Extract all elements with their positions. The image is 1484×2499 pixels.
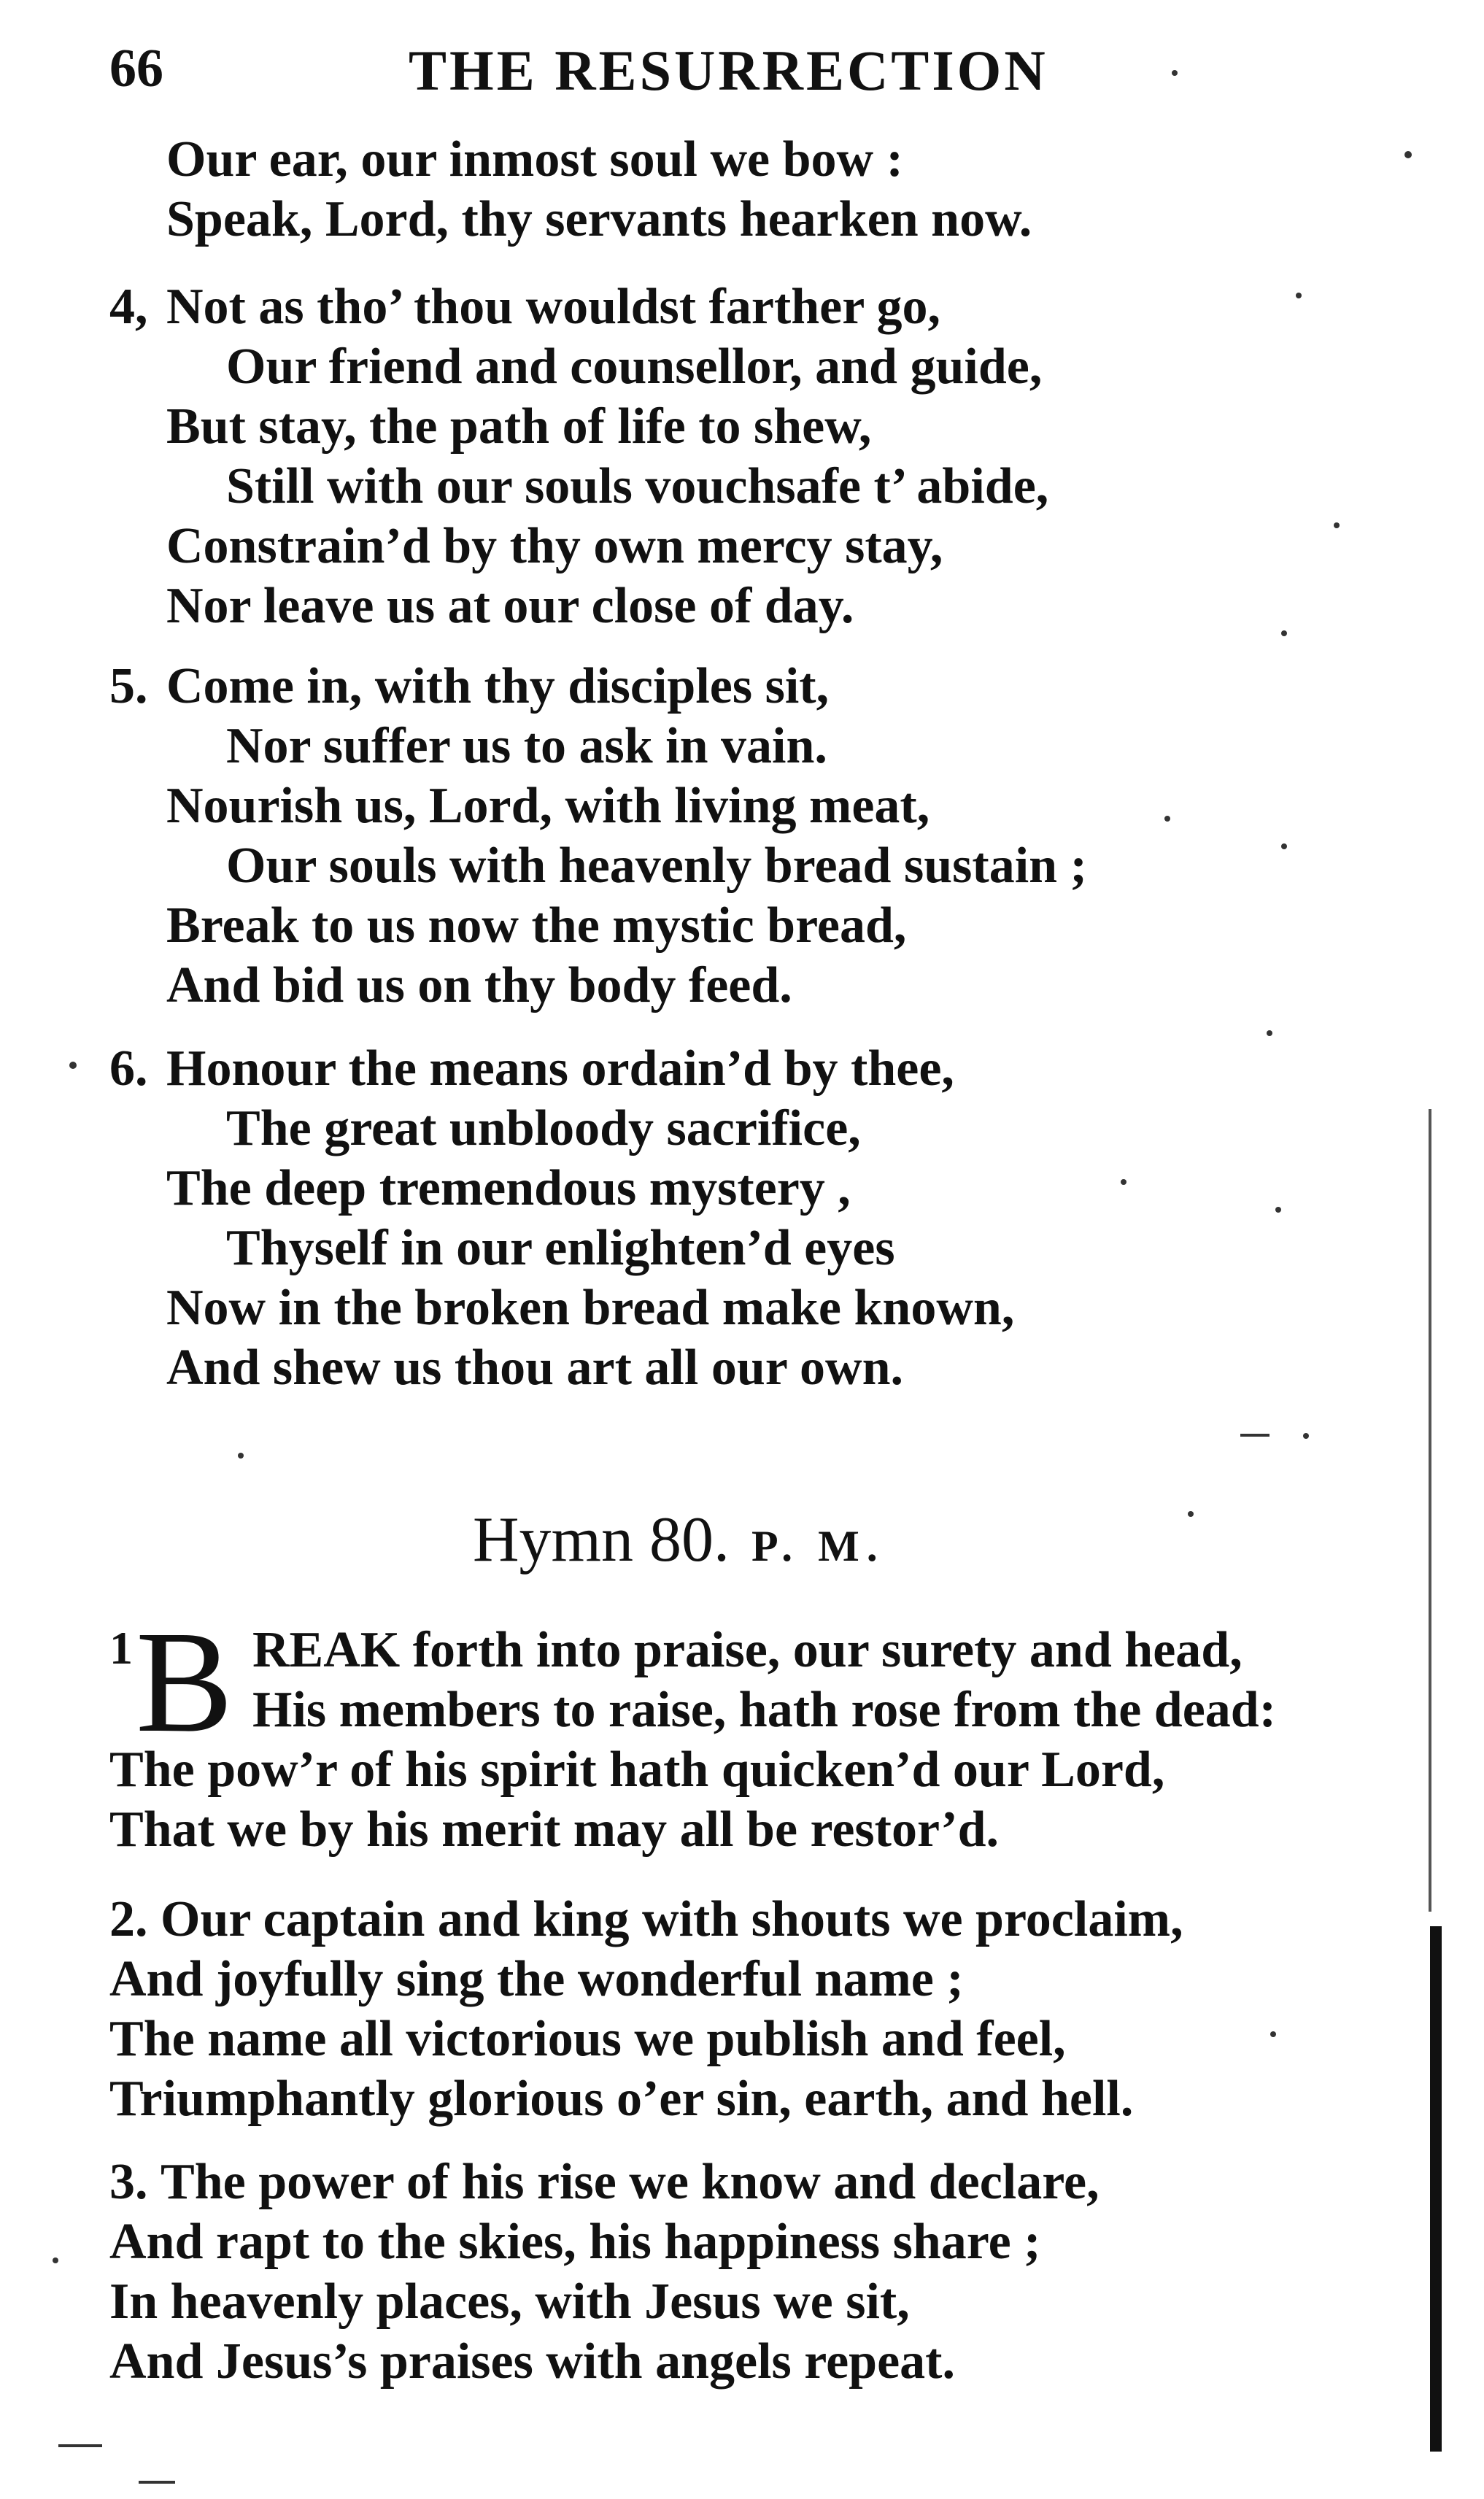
hymn-heading bbox=[473, 1503, 885, 1577]
verse-line: Nor suffer us to ask in vain. bbox=[226, 718, 827, 774]
verse-line: But stay, the path of life to shew, bbox=[166, 398, 872, 455]
verse-line: The deep tremendous mystery , bbox=[166, 1160, 851, 1216]
verse-line bbox=[109, 2152, 1100, 2212]
verse-line: Nourish us, Lord, with living meat, bbox=[166, 778, 930, 834]
verse-text: Honour the means ordain’d by thee, bbox=[166, 1040, 954, 1097]
page-header bbox=[109, 38, 1175, 118]
stanza-number: 1 bbox=[109, 1622, 133, 1674]
verse-text: The power of his rise we know and declare, bbox=[161, 2154, 1100, 2210]
verse-line: Now in the broken bread make known, bbox=[166, 1280, 1015, 1336]
verse-text: Come in, with thy disciples sit, bbox=[166, 658, 830, 714]
verse-text: Not as tho’ thou wouldst farther go, bbox=[166, 279, 941, 335]
verse-text: Our captain and king with shouts we proclaim, bbox=[161, 1891, 1183, 1947]
stanza-number: 5. bbox=[109, 658, 148, 714]
stanza-2 bbox=[109, 1890, 1183, 2129]
page-number: 66 bbox=[109, 39, 163, 99]
verse-line: The name all victorious we publish and feel, bbox=[109, 2011, 1066, 2067]
running-title: THE RESURRECTION bbox=[409, 39, 1048, 102]
hymn-meter: P. M. bbox=[751, 1522, 885, 1570]
stanza-continuation bbox=[166, 130, 1032, 250]
verse-line: Thyself in our enlighten’d eyes bbox=[226, 1220, 895, 1276]
stanza-number: 6. bbox=[109, 1040, 148, 1097]
verse-line bbox=[109, 1039, 1014, 1099]
stanza-number: 3. bbox=[109, 2154, 148, 2210]
drop-cap: B bbox=[136, 1602, 233, 1763]
verse-line: The great unbloody sacrifice, bbox=[226, 1100, 861, 1156]
stanza-6 bbox=[109, 1039, 1014, 1398]
binding-edge-line bbox=[1429, 1109, 1431, 1912]
verse-line: And Jesus’s praises with angels repeat. bbox=[109, 2333, 955, 2390]
verse-line: And joyfully sing the wonderful name ; bbox=[109, 1951, 964, 2007]
verse-line: Our souls with heavenly bread sustain ; bbox=[226, 838, 1087, 894]
verse-line: Triumphantly glorious o’er sin, earth, and hell. bbox=[109, 2071, 1134, 2127]
verse-line: Constrain’d by thy own mercy stay, bbox=[166, 518, 943, 574]
verse-line bbox=[109, 1890, 1183, 1950]
stanza-5 bbox=[109, 657, 1087, 1016]
verse-line: Speak, Lord, thy servants hearken now. bbox=[166, 191, 1032, 247]
verse-line: Nor leave us at our close of day. bbox=[166, 578, 854, 634]
stanza-number: 2. bbox=[109, 1891, 148, 1947]
stanza-3 bbox=[109, 2152, 1100, 2392]
verse-line: Still with our souls vouchsafe t’ abide, bbox=[226, 458, 1049, 514]
hymn-title: Hymn 80. bbox=[473, 1505, 730, 1575]
stanza-number: 4, bbox=[109, 279, 148, 335]
binding-edge-shadow bbox=[1430, 1926, 1442, 2452]
verse-line: Our ear, our inmost soul we bow : bbox=[166, 131, 903, 188]
verse-line: Break to us now the mystic bread, bbox=[166, 897, 907, 954]
verse-line: That we by his merit may all be restor’d. bbox=[109, 1801, 1000, 1858]
verse-line: REAK forth into praise, our surety and head, bbox=[252, 1622, 1243, 1678]
verse-line: In heavenly places, with Jesus we sit, bbox=[109, 2274, 910, 2330]
verse-line: Our friend and counsellor, and guide, bbox=[226, 339, 1043, 395]
verse-line: And shew us thou art all our own. bbox=[166, 1340, 904, 1396]
stanza-4 bbox=[109, 277, 1048, 636]
verse-line: His members to raise, hath rose from the dead: bbox=[252, 1682, 1277, 1738]
verse-line bbox=[109, 657, 1087, 717]
verse-line: And bid us on thy body feed. bbox=[166, 957, 792, 1013]
verse-line: The pow’r of his spirit hath quicken’d our Lord, bbox=[109, 1742, 1165, 1798]
verse-line: And rapt to the skies, his happiness share ; bbox=[109, 2214, 1041, 2270]
verse-line bbox=[109, 277, 1048, 337]
